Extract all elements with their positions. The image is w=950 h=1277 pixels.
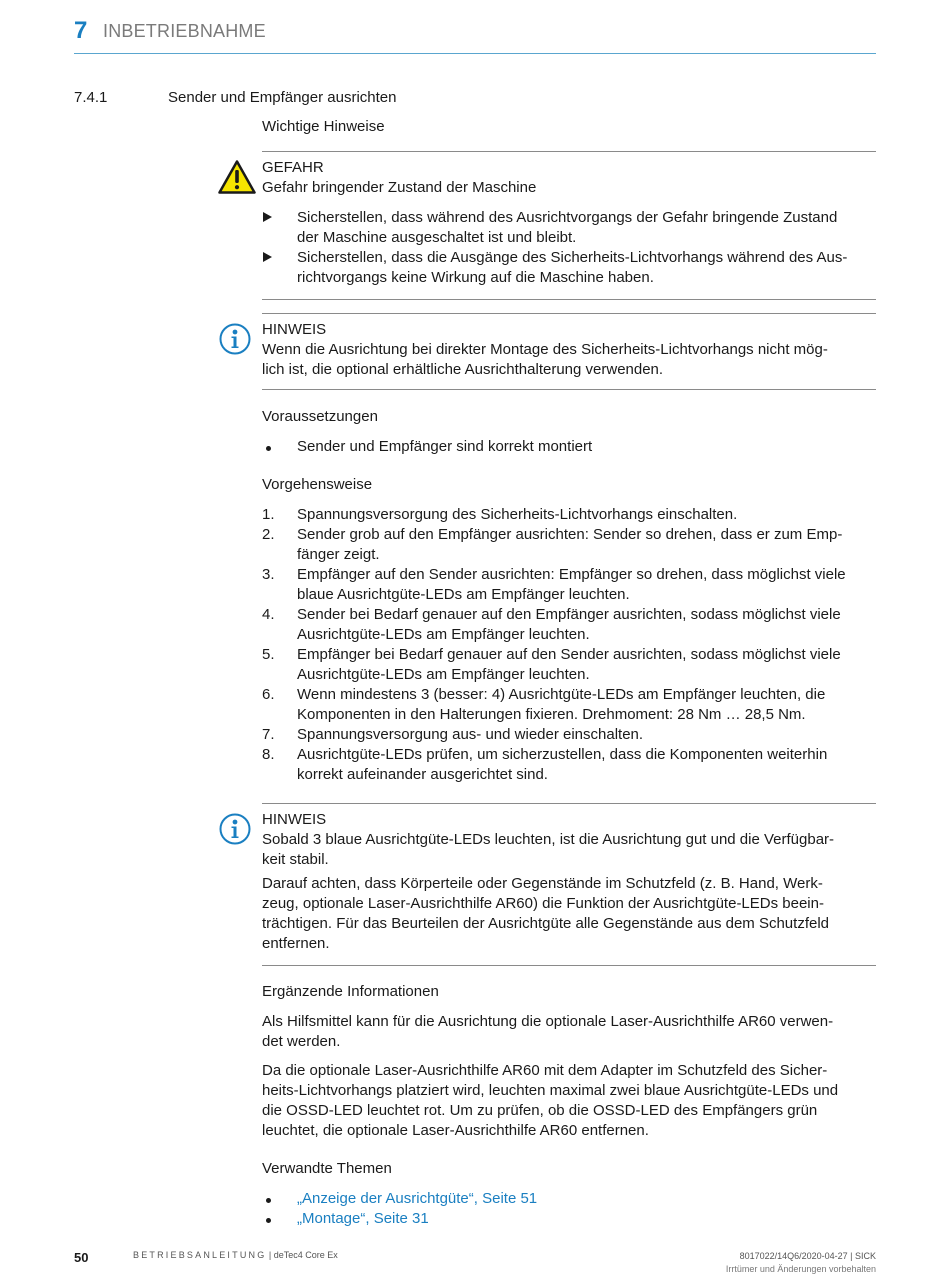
footer-document — [133, 1250, 338, 1260]
chapter-title: INBETRIEBNAHME — [103, 21, 266, 41]
list-item — [262, 1189, 876, 1209]
prerequisites-list — [262, 437, 876, 457]
main-content — [262, 117, 876, 1229]
bullet-icon — [266, 1218, 271, 1223]
bullet-icon — [266, 1198, 271, 1203]
chapter-number: 7 — [74, 17, 88, 44]
procedure-step: 1. Spannungsversorgung des Sicherheits-Lichtvorhangs einschalten. — [262, 506, 738, 523]
procedure-step: 6. Wenn mindestens 3 (besser: 4) Ausrichtgüte-LEDs am Empfänger leuchten, die Komponenten in den Halterungen fixieren. Drehmoment: 28 Nm … 28,5 Nm. — [262, 686, 826, 723]
notice-box: HINWEIS Wenn die Ausrichtung bei direkter Montage des Sicherheits-Lichtvorhangs nicht mög- lich ist, die optional erhältliche Ausrichthalterung verwenden. — [262, 314, 876, 389]
procedure-step: 4. Sender bei Bedarf genauer auf den Empfänger ausrichten, sodass möglichst viele Ausrichtgüte-LEDs am Empfänger leuchten. — [262, 606, 841, 643]
additional-info-heading: Ergänzende Informationen — [262, 983, 439, 1000]
arrow-bullet-icon — [263, 252, 272, 262]
procedure-heading: Vorgehensweise — [262, 476, 373, 493]
list-item: Sicherstellen, dass die Ausgänge des Sicherheits-Lichtvorhangs während des Aus- richtvorgangs keine Wirkung auf die Maschine haben. — [262, 248, 876, 288]
chapter-header — [74, 16, 876, 54]
divider — [262, 299, 876, 300]
related-topics-heading: Verwandte Themen — [262, 1160, 392, 1177]
list-item: Sender und Empfänger sind korrekt montiert — [262, 437, 876, 457]
list-item — [262, 1209, 876, 1229]
info-icon — [219, 323, 251, 355]
danger-box — [262, 152, 876, 288]
procedure-step: 5. Empfänger bei Bedarf genauer auf den Sender ausrichten, sodass möglichst viele Ausrichtgüte-LEDs am Empfänger leuchten. — [262, 646, 841, 683]
info-icon — [219, 813, 251, 845]
procedure-steps — [262, 505, 876, 785]
notice-box: HINWEIS Sobald 3 blaue Ausrichtgüte-LEDs leuchten, ist die Ausrichtung gut und die Verfügbar- keit stabil. Darauf achten, dass Körperteile oder Gegenstände im Schutzfeld (z. B. Hand, Werk- zeug, optionale Laser-Ausrichthilfe AR60) die Funktion der Ausrichtgüte-LEDs beein- trächtigen. Für das Beurteilen der Ausrichtgüte alle Gegenstände aus dem Schutzfeld entfernen. — [262, 804, 876, 965]
bullet-icon — [266, 446, 271, 451]
warning-triangle-icon — [218, 160, 256, 194]
arrow-bullet-icon — [263, 212, 272, 222]
procedure-step: 3. Empfänger auf den Sender ausrichten: Empfänger so drehen, dass möglichst viele blaue Ausrichtgüte-LEDs am Empfänger leuchten. — [262, 566, 846, 603]
section-title: Sender und Empfänger ausrichten — [168, 89, 397, 106]
notice-label: HINWEIS — [262, 811, 327, 828]
procedure-step: 7. Spannungsversorgung aus- und wieder einschalten. — [262, 726, 644, 743]
procedure-step: 2. Sender grob auf den Empfänger ausrichten: Sender so drehen, dass er zum Emp- fänger zeigt. — [262, 526, 843, 563]
footer-product: deTec4 Core Ex — [273, 1250, 338, 1260]
related-topics-list — [262, 1189, 876, 1229]
footer-right — [726, 1250, 876, 1276]
additional-info-paragraph: Als Hilfsmittel kann für die Ausrichtung die optionale Laser-Ausrichthilfe AR60 verwen- det werden. — [262, 1013, 834, 1050]
related-link[interactable]: „Anzeige der Ausrichtgüte“, Seite 51 — [297, 1190, 538, 1207]
procedure-step: 8. Ausrichtgüte-LEDs prüfen, um sicherzustellen, dass die Komponenten weiterhin korrekt aufeinander ausgerichtet sind. — [262, 746, 828, 783]
footer-doc-id: 8017022/14Q6/2020-04-27 | SICK — [739, 1251, 876, 1261]
danger-text: Gefahr bringender Zustand der Maschine — [262, 179, 537, 196]
footer-disclaimer: Irrtümer und Änderungen vorbehalten — [725, 1264, 876, 1274]
footer-separator: | — [266, 1250, 274, 1260]
section-number: 7.4.1 — [74, 89, 108, 106]
prerequisites-heading: Voraussetzungen — [262, 408, 378, 425]
danger-action-list — [262, 208, 876, 288]
related-link[interactable]: „Montage“, Seite 31 — [297, 1210, 429, 1227]
danger-label: GEFAHR — [262, 159, 324, 176]
page-number: 50 — [74, 1250, 89, 1265]
divider — [262, 965, 876, 966]
divider — [262, 389, 876, 390]
list-item: Sicherstellen, dass während des Ausrichtvorgangs der Gefahr bringende Zustand der Maschine ausgeschaltet ist und bleibt. — [262, 208, 876, 248]
additional-info-paragraph: Da die optionale Laser-Ausrichthilfe AR60 mit dem Adapter im Schutzfeld des Sicher- heits-Lichtvorhangs platziert wird, leuchten maximal zwei blaue Ausrichtgüte-LEDs und die OSSD-LED leuchtet rot. Um zu prüfen, ob die OSSD-LED des Empfängers grün leuchtet, die optionale Laser-Ausrichthilfe AR60 entfernen. — [262, 1062, 839, 1139]
notice-label: HINWEIS — [262, 321, 327, 338]
important-notes-heading: Wichtige Hinweise — [262, 118, 385, 135]
footer-doc-type: BETRIEBSANLEITUNG — [133, 1250, 267, 1260]
